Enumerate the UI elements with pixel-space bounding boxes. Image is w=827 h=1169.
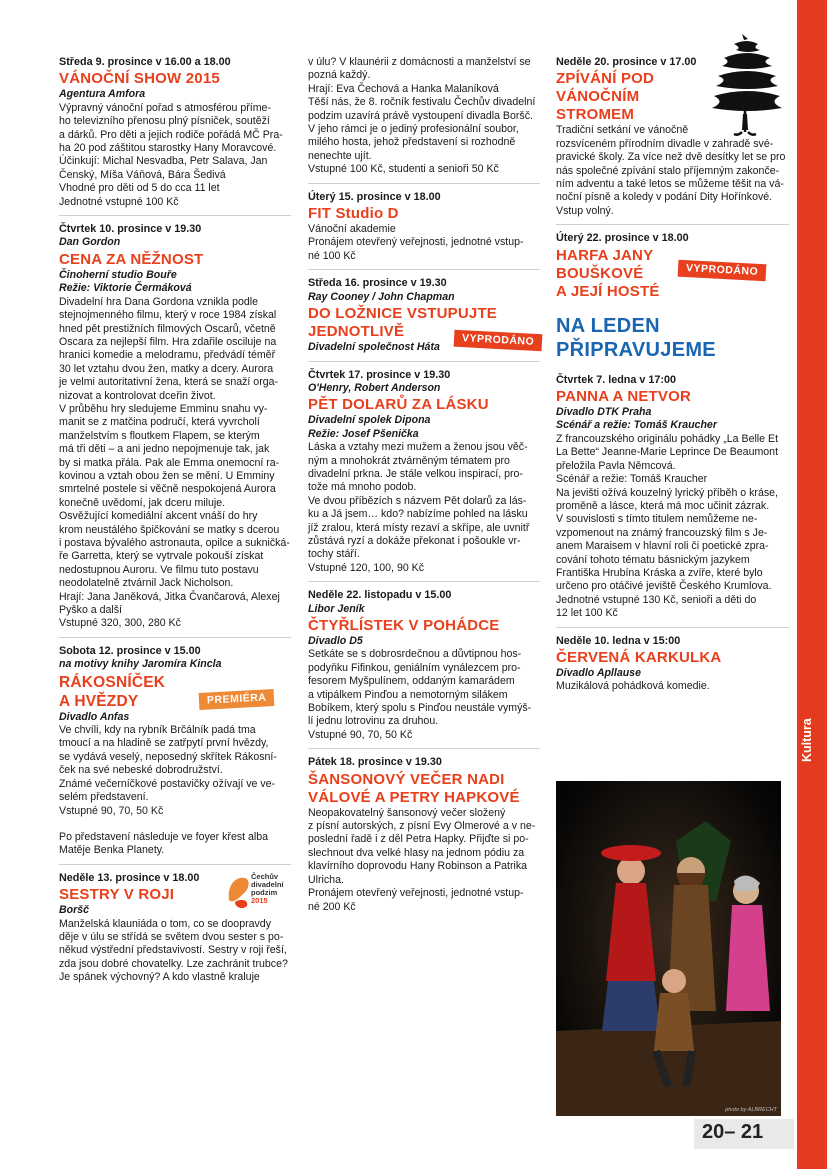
sold-out-badge: VYPRODÁNO [678,260,767,282]
event-date: Úterý 15. prosince v 18.00 [308,190,441,203]
page-number: 20– 21 [702,1121,764,1143]
festival-logo-icon [225,870,289,910]
event-date: Středa 9. prosince v 16.00 a 18.00 [59,56,231,68]
event-author: O'Henry, Robert Anderson [308,381,441,394]
event-title: PĚT DOLARŮ ZA LÁSKU [308,396,489,414]
sold-out-badge: VYPRODÁNO [454,330,543,352]
event-title: CENA ZA NĚŽNOST [59,250,204,268]
column-2 [308,56,540,927]
event-description: Neopakovatelný šansonový večer složený z písní autorských, z písní Evy Olmerové a v ne- poslední řadě i z děl Petra Hapky. Přijďte si po- slechnout dva velké hlasy na jednom pódiu za klavírního doprovodu Hany Robinson a Patrika Ulricha. Pronájem otevřený veřejnosti, jednotné vstup- né 200 Kč [308,806,536,913]
event-date: Čtvrtek 17. prosince v 19.30 [308,368,451,381]
event-description: Manželská klauniáda o tom, co se doopravdy děje v úlu se střídá se světem dvou sester s po- někud výstřední představivostí. Sestry v roji řeší, zda jsou dobré chovatelky. Lze zachránit trubce? Je spánek výchovný? A kdo vlastně kraluje [59,917,288,984]
event-company: Divadlo DTK Praha [556,406,652,419]
section-label: Kultura [800,718,814,762]
event-description: v úlu? V klaunérii z domácnosti a manželství se pozná každý. Hrají: Eva Čechová a Hanka Malaníková Těší nás, že 8. ročník festivalu Čechův divadelní podzim uzavírá právě vystoupení divadla Boršč. V jeho rámci je o jediný profesionální soubor, milého hosta, jehož představení si rozhodně nenechte ujít. Vstupné 100 Kč, studenti a senioři 50 Kč [308,56,536,176]
event-do-loznice [308,277,540,361]
event-title: HARFA JANY BOUŠKOVÉ A JEJÍ HOSTÉ [556,246,660,300]
event-pet-dolaru [308,369,540,583]
event-title: SESTRY V ROJI [59,886,175,904]
event-rakosnicek [59,645,291,865]
event-description: Výpravný vánoční pořad s atmosférou příme- ho televizního přenosu plný písniček, soutěží a dárků. Pro děti a jejich rodiče pořádá MČ Pra- ha 20 pod záštitou starostky Hany Moravcové. Účinkují: Michal Nesvadba, Petr Salava, Jan Čenský, Míša Váňová, Bára Šedivá Vhodné pro děti od 5 do cca 11 let Jednotné vstupné 100 Kč [59,101,283,208]
event-date: Čtvrtek 10. prosince v 19.30 [59,223,202,236]
event-director: Režie: Josef Pšenička [308,427,419,440]
event-company: Divadlo Apllause [556,666,641,679]
event-panna-a-netvor [556,374,789,628]
section-heading-january: NA LEDEN PŘIPRAVUJEME [556,314,716,361]
event-title: FIT Studio D [308,205,399,223]
event-description: Láska a vztahy mezi mužem a ženou jsou věč- ným a mnohokrát ztvárněným tématem pro divadelní prkna. Je stále velkou inspirací, pro- tože má mnoho podob. Ve dvou příbězích s názvem Pět dolarů za lás- ku a Já jsem… kdo? nabízíme pohled na lásku jíž zralou, která místy rezaví a skřípe, ale uvnitř zůstává ryzí a dokáže překonat i pošoukle vr- tochy stáří. Vstupné 120, 100, 90 Kč [308,441,530,574]
event-description: Setkáte se s dobrosrdečnou a důvtipnou hos- podyňku Fifinkou, geniálním vynálezcem pro- fesorem Myšpulínem, oddaným kamarádem a vtipálkem Pinďou a nemotorným silákem Bobíkem, který spolu s Pinďou neustále vymýš- lí jednu lotrovinu za druhou. Vstupné 90, 70, 50 Kč [308,648,532,741]
svg-text:podzim: podzim [251,887,278,897]
column-1 [59,56,291,998]
event-title: ČTYŘLÍSTEK V POHÁDCE [308,617,500,634]
event-title: RÁKOSNÍČEK A HVĚZDY [59,673,166,710]
section-side-tab [797,0,827,1169]
event-title: ŠANSONOVÝ VEČER NADI VÁLOVÉ A PETRY HAPKOVÉ [308,770,520,806]
svg-text:2015: 2015 [251,895,268,905]
event-description: Z francouzského originálu pohádky „La Belle Et La Bette“ Jeanne-Marie Leprince De Beaumont přeložila Pavla Němcová. Scénář a režie: Tomáš Kraucher Na jevišti ožívá kouzelný lyrický příběh o kráse, proměně a lásce, která má moc učinit zázrak. V souvislosti s tímto titulem nemůžeme ne- vzpomenout na známý francouzský film s Je- anem Maraisem v hlavní roli či poetické zpra- cování tohoto tématu básnickým jazykem Františka Hrubína Kráska a zvíře, které bylo určeno pro otáčivé jeviště Českého Krumlova. Jednotné vstupné 130 Kč, senioři a děti do 12 let 100 Kč [556,432,779,620]
event-description: Vánoční akademie Pronájem otevřený veřejnosti, jednotné vstup- né 100 Kč [308,223,524,262]
event-author: Dan Gordon [59,236,121,249]
event-author: Ray Cooney / John Chapman [308,290,455,303]
event-sestry-continued [308,56,540,184]
event-author: Libor Jeník [308,602,365,615]
event-date: Neděle 10. ledna v 15:00 [556,634,681,647]
event-company: Činoherní studio Bouře [59,268,177,281]
event-date: Neděle 20. prosince v 17.00 [556,56,697,68]
event-author: Boršč [59,904,90,917]
event-author: na motivy knihy Jaromíra Kincla [59,658,222,671]
event-date: Sobota 12. prosince v 15.00 [59,644,201,657]
event-company: Divadelní společnost Háta [308,341,440,354]
event-description: Muzikálová pohádková komedie. [556,680,710,693]
event-date: Úterý 22. prosince v 18.00 [556,232,689,245]
photo-credit: photo by ALBRECHT [725,1107,777,1113]
premiere-badge: PREMIÉRA [199,689,275,710]
column-3 [556,56,789,707]
event-title: ČERVENÁ KARKULKA [556,648,722,666]
event-company: Agentura Amfora [59,88,146,101]
event-description: Ve chvíli, kdy na rybník Brčálník padá tma tmoucí a na hladině se zatřpytí první hvězdy, se vydává veselý, neposedný skřítek Rákosní- ček na své nebeské dobrodružství. Známé večerníčkové postavičky ožívají ve ve- selém představení. Vstupné 90, 70, 50 Kč Po představení následuje ve foyer křest alba Matěje Benka Planety. [59,724,277,857]
stage-photo [556,781,781,1116]
event-title: PANNA A NETVOR [556,388,692,406]
event-date: Pátek 18. prosince v 19.30 [308,756,442,769]
event-title: VÁNOČNÍ SHOW 2015 [59,70,220,88]
event-ctyrlistek [308,589,540,749]
event-cervena-karkulka [556,635,789,700]
svg-text:Čechův: Čechův [251,871,279,881]
event-director: Režie: Viktorie Čermáková [59,282,192,295]
event-company: Divadlo Anfas [59,710,130,723]
event-director: Scénář a režie: Tomáš Kraucher [556,419,717,432]
event-company: Divadlo D5 [308,635,363,647]
event-date: Středa 16. prosince v 19.30 [308,277,447,290]
event-date: Čtvrtek 7. ledna v 17:00 [556,373,677,386]
event-title: DO LOŽNICE VSTUPUJTE JEDNOTLIVĚ [308,305,498,341]
event-description: Divadelní hra Dana Gordona vznikla podle stejnojmenného filmu, který v roce 1984 získal hned pět prestižních filmových Oscarů, včetně Oscara za nejlepší film. Hra zdařile osciluje na hranici komedie a melodramu, předvádí téměř 30 let vztahu dvou žen, matky a dcery. Aurora je velmi autoritativní žena, která se snaží orga- nizovat a kontrolovat dceřin život. V průběhu hry sledujeme Emminu snahu vy- manit se z matčina područí, která vyvrcholí manželstvím s floutkem Flapem, se kterým má tři děti – a ani jedno nepojmenuje tak, jak by si matka přála. Pak ale Emma onemocní ra- kovinou a vztah obou žen se mění. U Emminy smrtelné postele si věčně nespokojená Aurora konečně uvědomí, jak dceru miluje. Osvěžující komediální akcent vnáší do hry krom neustálého špičkování se matky s dcerou i postava bývalého astronauta, opilce a sukničká- ře Garretta, který se vytrvale pokouší získat nedostupnou Auroru. Ve filmu tuto postavu neodolatelně ztvárnil Jack Nicholson. Hrají: Jana Janěková, Jitka Čvančarová, Alexej Pyško a další Vstupné 320, 300, 280 Kč [59,295,290,630]
event-sansonovy-vecer [308,756,540,920]
svg-text:divadelní: divadelní [251,879,284,889]
event-vanocni-show [59,56,291,216]
event-description: Tradiční setkání ve vánočně rozsvíceném přírodním divadle v zahradě své- pravické školy. Za více než dvě desítky let se pro nás společné zpívání stalo příjemným zakonče- ním adventu a také letos se můžeme těšit na vá- noční písně a koledy v podání Dity Hořínkové. Vstup volný. [556,124,786,217]
event-date: Neděle 22. listopadu v 15.00 [308,589,452,602]
event-date: Neděle 13. prosince v 18.00 [59,871,200,884]
event-company: Divadelní spolek Dipona [308,414,431,427]
event-title: ZPÍVÁNÍ POD VÁNOČNÍM STROMEM [556,70,655,124]
event-sestry-v-roji [59,872,291,991]
event-cena-za-neznost [59,223,291,638]
event-harfa-jany-bouskove [556,232,789,306]
event-fit-studio-d [308,191,540,271]
event-zpivani-pod-stromem [556,56,789,225]
